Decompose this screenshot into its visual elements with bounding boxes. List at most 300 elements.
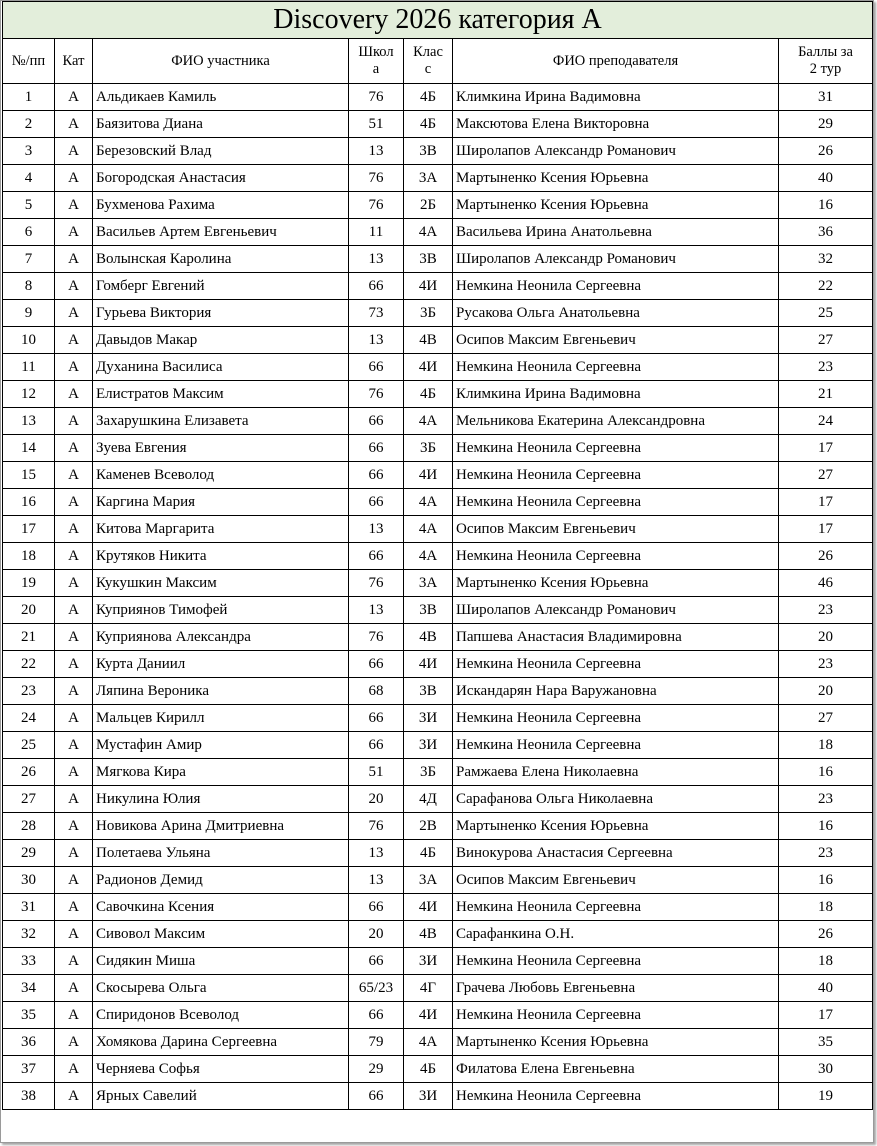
cell-class: 4А — [404, 408, 453, 435]
table-row — [3, 813, 873, 840]
table-body — [3, 84, 873, 1110]
cell-score: 20 — [779, 624, 873, 651]
cell-teacher: Искандарян Нара Варужановна — [453, 678, 779, 705]
cell-category: А — [55, 651, 93, 678]
cell-participant: Ляпина Вероника — [93, 678, 349, 705]
cell-teacher: Винокурова Анастасия Сергеевна — [453, 840, 779, 867]
cell-num: 24 — [3, 705, 55, 732]
cell-category: А — [55, 462, 93, 489]
cell-school: 66 — [349, 435, 404, 462]
cell-num: 38 — [3, 1083, 55, 1110]
cell-class: 3И — [404, 1083, 453, 1110]
cell-participant: Баязитова Диана — [93, 111, 349, 138]
cell-teacher: Немкина Неонила Сергеевна — [453, 894, 779, 921]
cell-category: А — [55, 192, 93, 219]
cell-teacher: Климкина Ирина Вадимовна — [453, 381, 779, 408]
cell-class: 4А — [404, 489, 453, 516]
cell-category: А — [55, 435, 93, 462]
cell-num: 34 — [3, 975, 55, 1002]
cell-category: А — [55, 1029, 93, 1056]
cell-score: 40 — [779, 165, 873, 192]
header-participant: ФИО участника — [93, 39, 349, 84]
cell-score: 46 — [779, 570, 873, 597]
cell-category: А — [55, 786, 93, 813]
cell-school: 13 — [349, 138, 404, 165]
cell-participant: Хомякова Дарина Сергеевна — [93, 1029, 349, 1056]
cell-score: 17 — [779, 435, 873, 462]
cell-school: 20 — [349, 921, 404, 948]
cell-class: 4И — [404, 462, 453, 489]
cell-category: А — [55, 273, 93, 300]
cell-class: 3И — [404, 732, 453, 759]
header-class-line1: Клас — [413, 44, 443, 60]
cell-score: 35 — [779, 1029, 873, 1056]
cell-participant: Полетаева Ульяна — [93, 840, 349, 867]
cell-score: 29 — [779, 111, 873, 138]
cell-school: 13 — [349, 516, 404, 543]
cell-participant: Курта Даниил — [93, 651, 349, 678]
cell-school: 51 — [349, 759, 404, 786]
table-row — [3, 948, 873, 975]
cell-score: 23 — [779, 786, 873, 813]
cell-teacher: Мартыненко Ксения Юрьевна — [453, 1029, 779, 1056]
table-row — [3, 192, 873, 219]
cell-score: 26 — [779, 138, 873, 165]
cell-teacher: Мартыненко Ксения Юрьевна — [453, 570, 779, 597]
table-row — [3, 678, 873, 705]
cell-participant: Сивовол Максим — [93, 921, 349, 948]
table-row — [3, 624, 873, 651]
cell-category: А — [55, 813, 93, 840]
cell-participant: Скосырева Ольга — [93, 975, 349, 1002]
table-row — [3, 462, 873, 489]
cell-category: А — [55, 705, 93, 732]
cell-participant: Давыдов Макар — [93, 327, 349, 354]
cell-num: 28 — [3, 813, 55, 840]
cell-teacher: Максютова Елена Викторовна — [453, 111, 779, 138]
cell-class: 3В — [404, 246, 453, 273]
cell-teacher: Немкина Неонила Сергеевна — [453, 273, 779, 300]
cell-participant: Ярных Савелий — [93, 1083, 349, 1110]
cell-teacher: Немкина Неонила Сергеевна — [453, 462, 779, 489]
header-school-line1: Школ — [358, 44, 394, 60]
table-row — [3, 1083, 873, 1110]
table-row — [3, 1029, 873, 1056]
cell-num: 37 — [3, 1056, 55, 1083]
cell-category: А — [55, 840, 93, 867]
cell-school: 76 — [349, 570, 404, 597]
cell-num: 33 — [3, 948, 55, 975]
cell-school: 65/23 — [349, 975, 404, 1002]
cell-school: 66 — [349, 705, 404, 732]
table-row — [3, 489, 873, 516]
cell-num: 26 — [3, 759, 55, 786]
cell-participant: Васильев Артем Евгеньевич — [93, 219, 349, 246]
cell-category: А — [55, 1083, 93, 1110]
table-row — [3, 597, 873, 624]
cell-teacher: Васильева Ирина Анатольевна — [453, 219, 779, 246]
cell-category: А — [55, 219, 93, 246]
cell-participant: Каргина Мария — [93, 489, 349, 516]
cell-participant: Березовский Влад — [93, 138, 349, 165]
cell-class: 3И — [404, 705, 453, 732]
cell-score: 16 — [779, 867, 873, 894]
cell-num: 35 — [3, 1002, 55, 1029]
cell-teacher: Немкина Неонила Сергеевна — [453, 354, 779, 381]
cell-school: 66 — [349, 543, 404, 570]
cell-class: 4И — [404, 651, 453, 678]
cell-teacher: Сарафанкина О.Н. — [453, 921, 779, 948]
cell-score: 17 — [779, 1002, 873, 1029]
cell-score: 17 — [779, 489, 873, 516]
cell-category: А — [55, 300, 93, 327]
table-row — [3, 1056, 873, 1083]
cell-score: 22 — [779, 273, 873, 300]
cell-score: 36 — [779, 219, 873, 246]
table-row — [3, 327, 873, 354]
cell-score: 27 — [779, 327, 873, 354]
cell-num: 3 — [3, 138, 55, 165]
cell-class: 3В — [404, 597, 453, 624]
cell-participant: Богородская Анастасия — [93, 165, 349, 192]
cell-school: 66 — [349, 489, 404, 516]
table-row — [3, 408, 873, 435]
cell-school: 11 — [349, 219, 404, 246]
cell-category: А — [55, 597, 93, 624]
cell-score: 16 — [779, 192, 873, 219]
table-row — [3, 840, 873, 867]
cell-category: А — [55, 138, 93, 165]
cell-teacher: Грачева Любовь Евгеньевна — [453, 975, 779, 1002]
cell-score: 18 — [779, 732, 873, 759]
cell-participant: Кукушкин Максим — [93, 570, 349, 597]
cell-school: 66 — [349, 273, 404, 300]
header-class-line2: с — [424, 61, 432, 77]
cell-participant: Китова Маргарита — [93, 516, 349, 543]
header-score-line2: 2 тур — [809, 61, 842, 77]
cell-category: А — [55, 489, 93, 516]
cell-participant: Зуева Евгения — [93, 435, 349, 462]
cell-participant: Савочкина Ксения — [93, 894, 349, 921]
cell-school: 29 — [349, 1056, 404, 1083]
table-row — [3, 381, 873, 408]
cell-school: 66 — [349, 1002, 404, 1029]
cell-school: 66 — [349, 1083, 404, 1110]
header-teacher: ФИО преподавателя — [453, 39, 779, 84]
table-row — [3, 165, 873, 192]
cell-class: 4В — [404, 921, 453, 948]
cell-score: 16 — [779, 813, 873, 840]
cell-participant: Мустафин Амир — [93, 732, 349, 759]
cell-teacher: Климкина Ирина Вадимовна — [453, 84, 779, 111]
cell-participant: Никулина Юлия — [93, 786, 349, 813]
cell-class: 4И — [404, 354, 453, 381]
cell-class: 4И — [404, 273, 453, 300]
cell-score: 27 — [779, 705, 873, 732]
header-class — [404, 39, 453, 84]
cell-teacher: Мартыненко Ксения Юрьевна — [453, 165, 779, 192]
cell-class: 4Б — [404, 840, 453, 867]
cell-num: 13 — [3, 408, 55, 435]
cell-class: 4И — [404, 894, 453, 921]
table-row — [3, 219, 873, 246]
cell-participant: Крутяков Никита — [93, 543, 349, 570]
cell-score: 23 — [779, 354, 873, 381]
cell-participant: Альдикаев Камиль — [93, 84, 349, 111]
cell-class: 2Б — [404, 192, 453, 219]
cell-category: А — [55, 948, 93, 975]
cell-school: 20 — [349, 786, 404, 813]
cell-score: 17 — [779, 516, 873, 543]
cell-teacher: Сарафанова Ольга Николаевна — [453, 786, 779, 813]
title-row — [3, 2, 873, 39]
cell-class: 4И — [404, 1002, 453, 1029]
cell-category: А — [55, 624, 93, 651]
cell-participant: Гурьева Виктория — [93, 300, 349, 327]
cell-num: 8 — [3, 273, 55, 300]
cell-num: 25 — [3, 732, 55, 759]
cell-participant: Новикова Арина Дмитриевна — [93, 813, 349, 840]
cell-num: 10 — [3, 327, 55, 354]
cell-num: 17 — [3, 516, 55, 543]
cell-num: 16 — [3, 489, 55, 516]
cell-num: 19 — [3, 570, 55, 597]
cell-teacher: Немкина Неонила Сергеевна — [453, 948, 779, 975]
results-table — [2, 1, 873, 1110]
table-row — [3, 273, 873, 300]
cell-school: 76 — [349, 84, 404, 111]
cell-class: 4А — [404, 516, 453, 543]
cell-category: А — [55, 570, 93, 597]
cell-num: 23 — [3, 678, 55, 705]
cell-teacher: Немкина Неонила Сергеевна — [453, 489, 779, 516]
cell-class: 4Б — [404, 1056, 453, 1083]
cell-class: 4Б — [404, 381, 453, 408]
cell-participant: Черняева Софья — [93, 1056, 349, 1083]
cell-score: 20 — [779, 678, 873, 705]
cell-participant: Куприянова Александра — [93, 624, 349, 651]
cell-num: 20 — [3, 597, 55, 624]
cell-teacher: Немкина Неонила Сергеевна — [453, 705, 779, 732]
cell-class: 2В — [404, 813, 453, 840]
cell-school: 76 — [349, 165, 404, 192]
cell-score: 18 — [779, 948, 873, 975]
table-row — [3, 651, 873, 678]
cell-participant: Мальцев Кирилл — [93, 705, 349, 732]
table-row — [3, 1002, 873, 1029]
cell-category: А — [55, 543, 93, 570]
cell-class: 4Б — [404, 111, 453, 138]
cell-class: 4А — [404, 219, 453, 246]
cell-score: 16 — [779, 759, 873, 786]
cell-score: 27 — [779, 462, 873, 489]
cell-teacher: Рамжаева Елена Николаевна — [453, 759, 779, 786]
cell-class: 3И — [404, 948, 453, 975]
cell-class: 3Б — [404, 759, 453, 786]
cell-num: 11 — [3, 354, 55, 381]
cell-class: 3А — [404, 570, 453, 597]
cell-category: А — [55, 516, 93, 543]
cell-category: А — [55, 165, 93, 192]
cell-school: 66 — [349, 408, 404, 435]
cell-teacher: Осипов Максим Евгеньевич — [453, 867, 779, 894]
cell-class: 4В — [404, 327, 453, 354]
table-row — [3, 246, 873, 273]
cell-school: 66 — [349, 354, 404, 381]
cell-category: А — [55, 327, 93, 354]
cell-school: 76 — [349, 381, 404, 408]
header-cat: Кат — [55, 39, 93, 84]
cell-teacher: Мартыненко Ксения Юрьевна — [453, 813, 779, 840]
cell-teacher: Немкина Неонила Сергеевна — [453, 1002, 779, 1029]
cell-score: 23 — [779, 597, 873, 624]
cell-num: 14 — [3, 435, 55, 462]
cell-teacher: Немкина Неонила Сергеевна — [453, 435, 779, 462]
cell-num: 7 — [3, 246, 55, 273]
cell-participant: Бухменова Рахима — [93, 192, 349, 219]
cell-score: 19 — [779, 1083, 873, 1110]
cell-score: 30 — [779, 1056, 873, 1083]
table-row — [3, 732, 873, 759]
cell-score: 40 — [779, 975, 873, 1002]
cell-school: 79 — [349, 1029, 404, 1056]
table-row — [3, 759, 873, 786]
cell-participant: Захарушкина Елизавета — [93, 408, 349, 435]
cell-school: 51 — [349, 111, 404, 138]
cell-category: А — [55, 354, 93, 381]
cell-class: 3Б — [404, 300, 453, 327]
cell-teacher: Мельникова Екатерина Александровна — [453, 408, 779, 435]
header-school — [349, 39, 404, 84]
cell-num: 29 — [3, 840, 55, 867]
cell-category: А — [55, 408, 93, 435]
cell-school: 66 — [349, 651, 404, 678]
cell-class: 4Д — [404, 786, 453, 813]
table-row — [3, 894, 873, 921]
cell-school: 13 — [349, 597, 404, 624]
cell-num: 27 — [3, 786, 55, 813]
cell-score: 25 — [779, 300, 873, 327]
table-row — [3, 867, 873, 894]
cell-class: 3В — [404, 678, 453, 705]
cell-score: 21 — [779, 381, 873, 408]
cell-category: А — [55, 894, 93, 921]
cell-category: А — [55, 867, 93, 894]
cell-score: 31 — [779, 84, 873, 111]
header-school-line2: а — [372, 61, 380, 77]
cell-participant: Каменев Всеволод — [93, 462, 349, 489]
cell-participant: Радионов Демид — [93, 867, 349, 894]
cell-class: 3Б — [404, 435, 453, 462]
cell-num: 18 — [3, 543, 55, 570]
cell-score: 26 — [779, 543, 873, 570]
cell-class: 4Г — [404, 975, 453, 1002]
cell-num: 22 — [3, 651, 55, 678]
table-row — [3, 84, 873, 111]
table-row — [3, 300, 873, 327]
cell-category: А — [55, 381, 93, 408]
cell-num: 15 — [3, 462, 55, 489]
table-row — [3, 921, 873, 948]
cell-score: 32 — [779, 246, 873, 273]
cell-school: 13 — [349, 246, 404, 273]
cell-participant: Спиридонов Всеволод — [93, 1002, 349, 1029]
table-row — [3, 570, 873, 597]
cell-participant: Гомберг Евгений — [93, 273, 349, 300]
table-row — [3, 543, 873, 570]
cell-participant: Сидякин Миша — [93, 948, 349, 975]
cell-school: 73 — [349, 300, 404, 327]
cell-participant: Волынская Каролина — [93, 246, 349, 273]
cell-school: 66 — [349, 732, 404, 759]
cell-score: 24 — [779, 408, 873, 435]
cell-num: 9 — [3, 300, 55, 327]
cell-category: А — [55, 732, 93, 759]
cell-num: 5 — [3, 192, 55, 219]
cell-category: А — [55, 111, 93, 138]
cell-category: А — [55, 759, 93, 786]
table-row — [3, 111, 873, 138]
cell-school: 76 — [349, 813, 404, 840]
cell-school: 66 — [349, 948, 404, 975]
cell-class: 4Б — [404, 84, 453, 111]
cell-teacher: Филатова Елена Евгеньевна — [453, 1056, 779, 1083]
cell-num: 31 — [3, 894, 55, 921]
cell-school: 68 — [349, 678, 404, 705]
cell-score: 23 — [779, 651, 873, 678]
cell-category: А — [55, 975, 93, 1002]
cell-num: 21 — [3, 624, 55, 651]
cell-teacher: Папшева Анастасия Владимировна — [453, 624, 779, 651]
cell-category: А — [55, 678, 93, 705]
table-row — [3, 975, 873, 1002]
cell-school: 76 — [349, 192, 404, 219]
cell-category: А — [55, 1056, 93, 1083]
cell-num: 1 — [3, 84, 55, 111]
cell-num: 36 — [3, 1029, 55, 1056]
table-row — [3, 354, 873, 381]
cell-score: 18 — [779, 894, 873, 921]
cell-participant: Куприянов Тимофей — [93, 597, 349, 624]
cell-score: 26 — [779, 921, 873, 948]
cell-participant: Духанина Василиса — [93, 354, 349, 381]
cell-teacher: Русакова Ольга Анатольевна — [453, 300, 779, 327]
cell-teacher: Немкина Неонила Сергеевна — [453, 1083, 779, 1110]
cell-school: 76 — [349, 624, 404, 651]
cell-num: 12 — [3, 381, 55, 408]
cell-class: 4В — [404, 624, 453, 651]
cell-num: 30 — [3, 867, 55, 894]
cell-class: 3В — [404, 138, 453, 165]
header-score-line1: Баллы за — [798, 44, 853, 60]
cell-category: А — [55, 84, 93, 111]
cell-teacher: Широлапов Александр Романович — [453, 597, 779, 624]
cell-school: 13 — [349, 327, 404, 354]
cell-class: 4А — [404, 1029, 453, 1056]
cell-category: А — [55, 921, 93, 948]
cell-class: 4А — [404, 543, 453, 570]
cell-school: 13 — [349, 840, 404, 867]
table-row — [3, 138, 873, 165]
cell-school: 13 — [349, 867, 404, 894]
header-num: №/пп — [3, 39, 55, 84]
header-score — [779, 39, 873, 84]
cell-teacher: Немкина Неонила Сергеевна — [453, 543, 779, 570]
cell-teacher: Осипов Максим Евгеньевич — [453, 327, 779, 354]
table-row — [3, 516, 873, 543]
cell-num: 4 — [3, 165, 55, 192]
cell-teacher: Широлапов Александр Романович — [453, 138, 779, 165]
